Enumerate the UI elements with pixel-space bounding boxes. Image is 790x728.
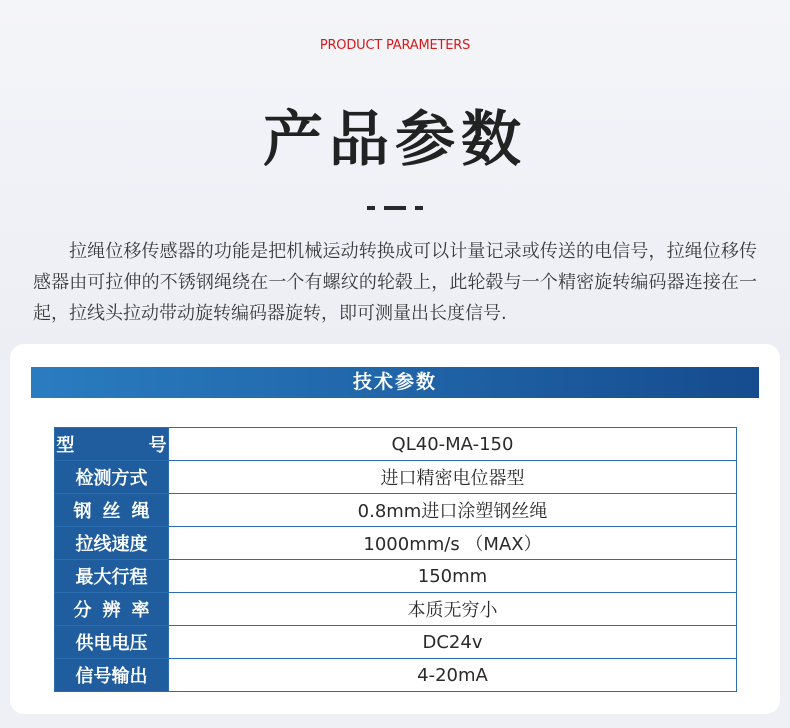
spec-value: 150mm	[168, 560, 736, 593]
spec-key: 信号输出	[55, 659, 168, 692]
spec-key: 供电电压	[55, 626, 168, 659]
table-row	[55, 659, 736, 692]
spec-value: 4-20mA	[168, 659, 736, 692]
table-row	[55, 428, 736, 461]
spec-key: 型 号	[55, 428, 168, 461]
table-row	[55, 494, 736, 527]
spec-key: 检测方式	[55, 461, 168, 494]
spec-banner: 技术参数	[31, 367, 759, 398]
table-row	[55, 560, 736, 593]
spec-value: 1000mm/s （MAX）	[168, 527, 736, 560]
spec-value: 进口精密电位器型	[168, 461, 736, 494]
table-row	[55, 626, 736, 659]
title-divider	[367, 206, 423, 210]
table-row	[55, 461, 736, 494]
table-row	[55, 527, 736, 560]
spec-value: DC24v	[168, 626, 736, 659]
spec-key: 拉线速度	[55, 527, 168, 560]
spec-value: 0.8mm进口涂塑钢丝绳	[168, 494, 736, 527]
spec-key: 最大行程	[55, 560, 168, 593]
spec-key: 分辨率	[55, 593, 168, 626]
table-row	[55, 593, 736, 626]
section-eyebrow: PRODUCT PARAMETERS	[319, 38, 471, 53]
spec-value: 本质无穷小	[168, 593, 736, 626]
spec-key: 钢丝绳	[55, 494, 168, 527]
product-description: 拉绳位移传感器的功能是把机械运动转换成可以计量记录或传送的电信号，拉绳位移传感器由可拉伸的不锈钢绳绕在一个有螺纹的轮毂上，此轮毂与一个精密旋转编码器连接在一起，拉线头拉动带动旋转编码器旋转，即可测量出长度信号.	[33, 241, 757, 324]
spec-table	[54, 427, 737, 692]
page-title: 产品参数	[263, 105, 527, 175]
spec-value: QL40-MA-150	[168, 428, 736, 461]
